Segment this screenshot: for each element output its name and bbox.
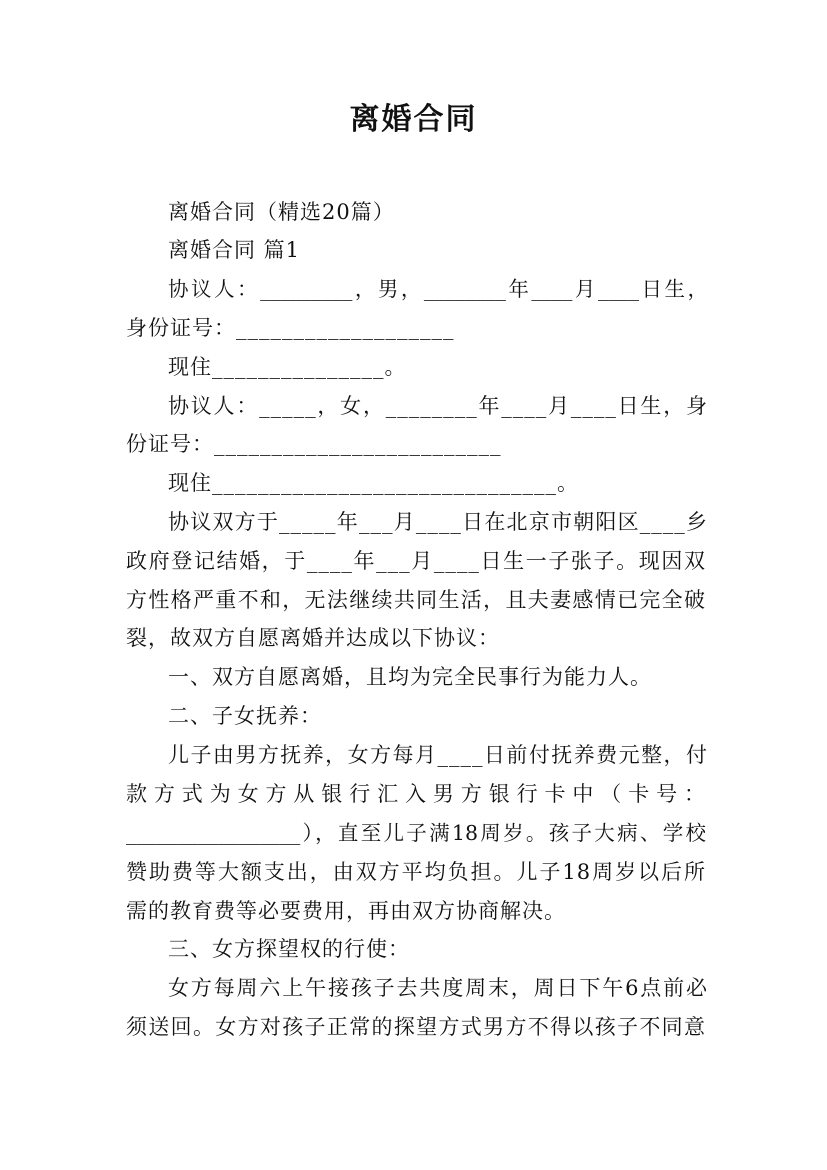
text-line: 女方每周六上午接孩子去共度周末，周日下午6点前必 xyxy=(168,976,708,1000)
text-line: 现住_______________。 xyxy=(168,355,407,379)
text-line: 赞助费等大额支出，由双方平均负担。儿子18周岁以后所 xyxy=(126,860,706,884)
text-line: 协议人：_________，男，________年____月____日生， xyxy=(168,277,708,301)
text-line: 方性格严重不和，无法继续共同生活，且夫妻感情已完全破 xyxy=(126,588,706,612)
text-line: 离婚合同（精选20篇） xyxy=(168,200,395,224)
text-line: 身份证号：___________________ xyxy=(126,316,455,340)
text-line: 裂，故双方自愿离婚并达成以下协议： xyxy=(126,626,500,650)
text-line: 三、女方探望权的行使： xyxy=(168,937,410,961)
text-line: 政府登记结婚，于____年___月____日生一子张子。现因双 xyxy=(126,549,706,573)
text-line: 须送回。女方对孩子正常的探望方式男方不得以孩子不同意 xyxy=(126,1015,706,1039)
text-line: 款方式为女方从银行汇入男方银行卡中（卡号： xyxy=(126,782,706,806)
text-line: 份证号：_________________________ xyxy=(126,432,502,456)
text-line: 儿子由男方抚养，女方每月____日前付抚养费元整，付 xyxy=(168,743,708,767)
text-line: _________________），直至儿子满18周岁。孩子大病、学校 xyxy=(126,821,706,845)
text-line: 离婚合同 篇1 xyxy=(168,238,301,262)
text-line: 二、子女抚养： xyxy=(168,704,322,728)
text-line: 协议双方于_____年___月____日在北京市朝阳区____乡 xyxy=(168,510,708,534)
text-line: 现住______________________________。 xyxy=(168,471,579,495)
text-line: 需的教育费等必要费用，再由双方协商解决。 xyxy=(126,899,566,923)
document-title: 离婚合同 xyxy=(349,102,478,137)
text-line: 协议人：_____，女，________年____月____日生，身 xyxy=(168,394,708,418)
text-line: 一、双方自愿离婚，且均为完全民事行为能力人。 xyxy=(168,665,652,689)
